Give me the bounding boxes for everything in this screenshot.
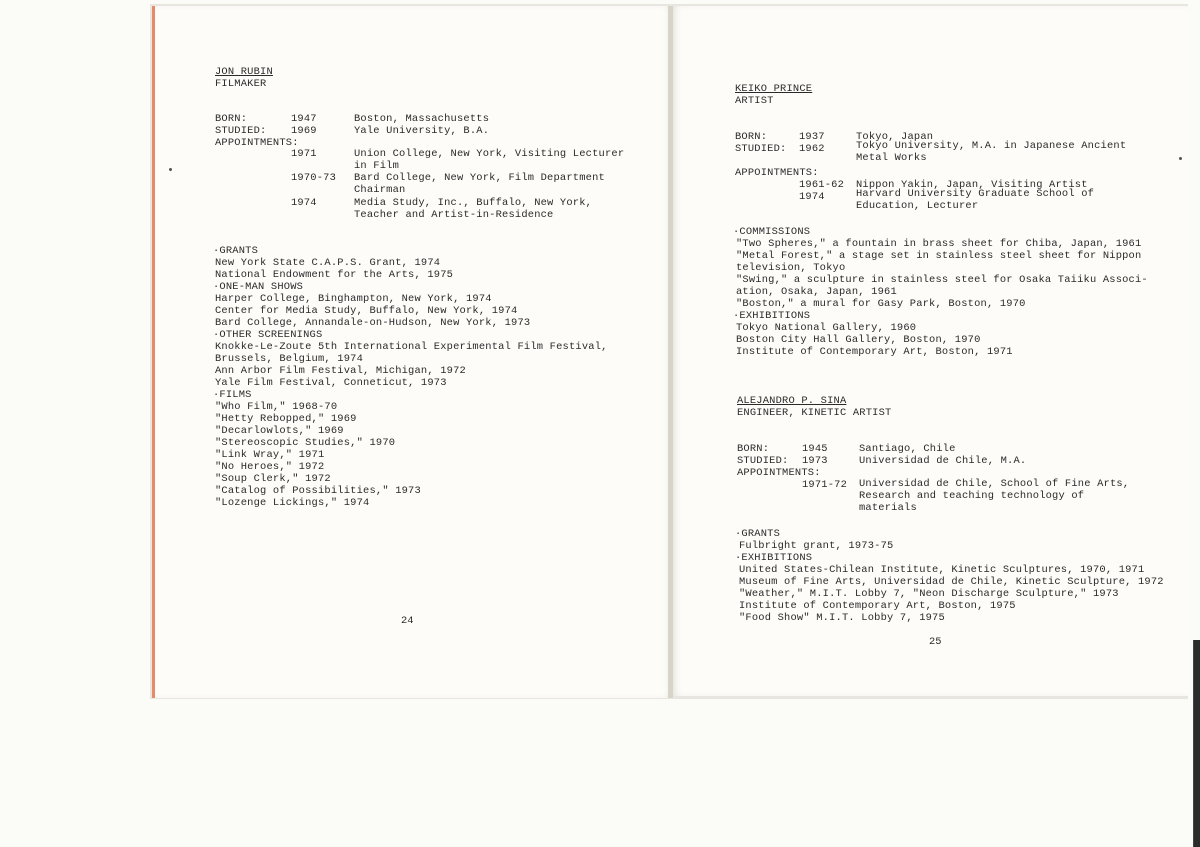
appointment-text: Education, Lecturer: [856, 200, 979, 212]
appointment-text: Bard College, New York, Film Department: [354, 172, 605, 184]
list-item: "Swing," a sculpture in stainless steel for Osaka Taiiku Associ-: [736, 274, 1148, 286]
list-item: "Soup Clerk," 1972: [215, 473, 331, 485]
appointment-text: Teacher and Artist-in-Residence: [354, 209, 554, 221]
section-heading: ·FILMS: [213, 389, 252, 401]
studied-label: STUDIED:: [215, 125, 267, 137]
list-item: "Decarlowlots," 1969: [215, 425, 344, 437]
list-item: "No Heroes," 1972: [215, 461, 325, 473]
studied-place: Universidad de Chile, M.A.: [859, 455, 1027, 467]
appointment-text: in Film: [354, 160, 400, 172]
list-item: Tokyo National Gallery, 1960: [736, 322, 917, 334]
born-label: BORN:: [735, 131, 768, 143]
appointment-text: Research and teaching technology of: [859, 490, 1085, 502]
list-item: "Metal Forest," a stage set in stainless steel sheet for Nippon: [736, 250, 1142, 262]
appointment-year: 1974: [291, 197, 317, 209]
paper-speck: [169, 168, 172, 171]
artist-role: ARTIST: [735, 95, 774, 107]
artist-role: FILMAKER: [215, 78, 267, 90]
list-item: "Who Film," 1968-70: [215, 401, 338, 413]
list-item: "Link Wray," 1971: [215, 449, 325, 461]
list-item: New York State C.A.P.S. Grant, 1974: [215, 257, 441, 269]
appointment-year: 1961-62: [799, 179, 845, 191]
studied-place: Yale University, B.A.: [354, 125, 490, 137]
page-number: 25: [929, 636, 942, 648]
list-item: "Stereoscopic Studies," 1970: [215, 437, 396, 449]
appointment-year: 1970-73: [291, 172, 337, 184]
list-item: television, Tokyo: [736, 262, 846, 274]
born-label: BORN:: [737, 443, 770, 455]
list-item: "Two Spheres," a fountain in brass sheet for Chiba, Japan, 1961: [736, 238, 1142, 250]
appointment-year: 1971: [291, 148, 317, 160]
section-heading: ·GRANTS: [213, 245, 259, 257]
list-item: Institute of Contemporary Art, Boston, 1971: [736, 346, 1013, 358]
list-item: Boston City Hall Gallery, Boston, 1970: [736, 334, 981, 346]
list-item: National Endowment for the Arts, 1975: [215, 269, 454, 281]
born-place: Santiago, Chile: [859, 443, 956, 455]
born-year: 1947: [291, 113, 317, 125]
born-year: 1945: [802, 443, 828, 455]
studied-place: Tokyo University, M.A. in Japanese Ancient: [856, 140, 1127, 152]
list-item: "Weather," M.I.T. Lobby 7, "Neon Discharge Sculpture," 1973: [739, 588, 1119, 600]
artist-name: KEIKO PRINCE: [735, 83, 813, 95]
appointment-text: Chairman: [354, 184, 406, 196]
appointment-text: Media Study, Inc., Buffalo, New York,: [354, 197, 593, 209]
list-item: Center for Media Study, Buffalo, New York, 1974: [215, 305, 518, 317]
list-item: "Food Show" M.I.T. Lobby 7, 1975: [739, 612, 945, 624]
appointments-label: APPOINTMENTS:: [735, 167, 819, 179]
born-place: Tokyo, Japan: [856, 131, 934, 143]
born-year: 1937: [799, 131, 825, 143]
list-item: Bard College, Annandale-on-Hudson, New York, 1973: [215, 317, 531, 329]
appointment-text: Nippon Yakin, Japan, Visiting Artist: [856, 179, 1088, 191]
section-heading: ·COMMISSIONS: [733, 226, 811, 238]
artist-name: ALEJANDRO P. SINA: [737, 395, 847, 407]
appointment-year: 1974: [799, 191, 825, 203]
section-heading: ·OTHER SCREENINGS: [213, 329, 323, 341]
list-item: Ann Arbor Film Festival, Michigan, 1972: [215, 365, 466, 377]
appointment-text: Union College, New York, Visiting Lecturer: [354, 148, 625, 160]
list-item: "Lozenge Lickings," 1974: [215, 497, 370, 509]
list-item: "Hetty Rebopped," 1969: [215, 413, 357, 425]
section-heading: ·EXHIBITIONS: [733, 310, 811, 322]
studied-label: STUDIED:: [735, 143, 787, 155]
list-item: Yale Film Festival, Conneticut, 1973: [215, 377, 447, 389]
list-item: Institute of Contemporary Art, Boston, 1975: [739, 600, 1016, 612]
appointment-year: 1971-72: [802, 479, 848, 491]
section-heading: ·GRANTS: [735, 528, 781, 540]
artist-role: ENGINEER, KINETIC ARTIST: [737, 407, 892, 419]
page-number: 24: [401, 615, 414, 627]
born-label: BORN:: [215, 113, 248, 125]
list-item: "Catalog of Possibilities," 1973: [215, 485, 421, 497]
list-item: Harper College, Binghampton, New York, 1974: [215, 293, 492, 305]
book-gutter: [668, 6, 673, 698]
appointment-text: Universidad de Chile, School of Fine Arts,: [859, 478, 1130, 490]
studied-year: 1962: [799, 143, 825, 155]
appointments-label: APPOINTMENTS:: [215, 137, 299, 149]
appointments-label: APPOINTMENTS:: [737, 467, 821, 479]
appointment-text: Harvard University Graduate School of: [856, 188, 1095, 200]
section-heading: ·EXHIBITIONS: [735, 552, 813, 564]
artist-name: JON RUBIN: [215, 66, 273, 78]
list-item: "Boston," a mural for Gasy Park, Boston, 1970: [736, 298, 1026, 310]
studied-year: 1969: [291, 125, 317, 137]
list-item: United States-Chilean Institute, Kinetic Sculptures, 1970, 1971: [739, 564, 1145, 576]
list-item: ation, Osaka, Japan, 1961: [736, 286, 897, 298]
page-edge-top: [1188, 0, 1200, 640]
studied-year: 1973: [802, 455, 828, 467]
paper-speck: [1179, 157, 1182, 160]
born-place: Boston, Massachusetts: [354, 113, 490, 125]
list-item: Fulbright grant, 1973-75: [739, 540, 894, 552]
section-heading: ·ONE-MAN SHOWS: [213, 281, 304, 293]
studied-place: Metal Works: [856, 152, 927, 164]
list-item: Knokke-Le-Zoute 5th International Experimental Film Festival,: [215, 341, 608, 353]
studied-label: STUDIED:: [737, 455, 789, 467]
appointment-text: materials: [859, 502, 917, 514]
list-item: Brussels, Belgium, 1974: [215, 353, 364, 365]
list-item: Museum of Fine Arts, Universidad de Chile, Kinetic Sculpture, 1972: [739, 576, 1164, 588]
